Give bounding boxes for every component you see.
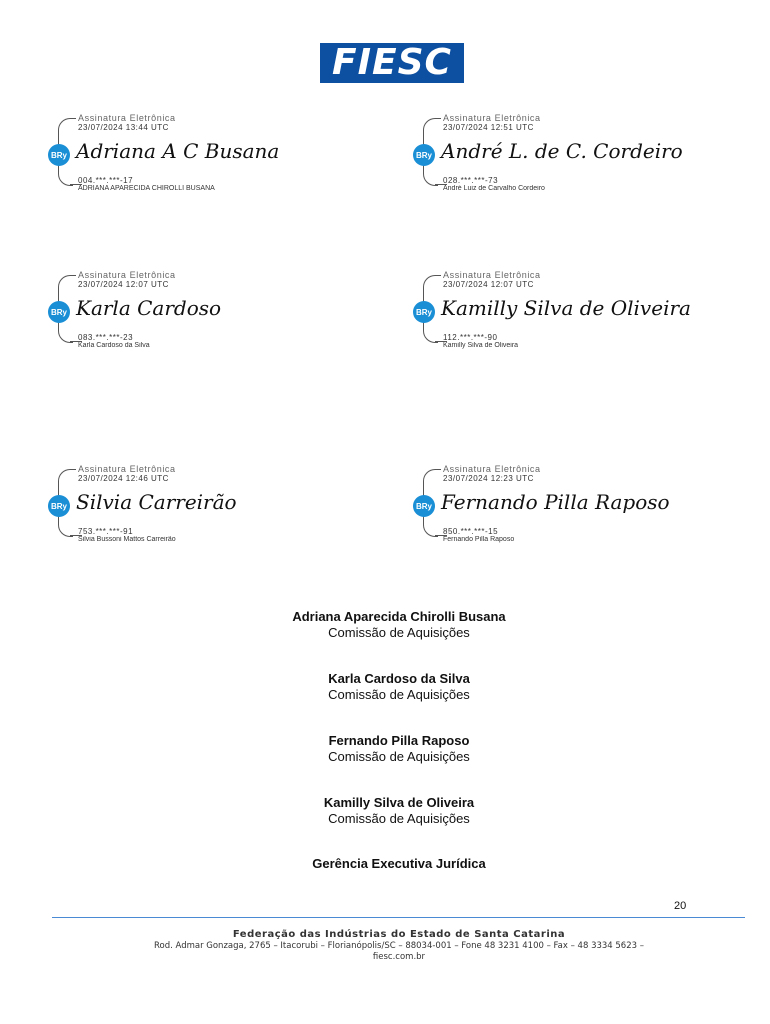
signature-date: 23/07/2024 13:44 UTC <box>78 123 169 132</box>
signature-cpf: 028.***.***-73 <box>443 176 499 185</box>
signature-block-2 <box>413 113 713 193</box>
signer-name: Fernando Pilla Raposo <box>328 733 470 748</box>
signer-role: Comissão de Aquisições <box>328 749 470 764</box>
footer-address: Rod. Admar Gonzaga, 2765 – Itacorubi – Florianópolis/SC – 88034-001 – Fone 48 3231 4100 – Fax – 48 3334 5623 – <box>154 941 644 951</box>
signature-label: Assinatura Eletrônica <box>78 113 176 123</box>
signature-name: Fernando Pilla Raposo <box>441 490 670 514</box>
signature-label: Assinatura Eletrônica <box>78 270 176 280</box>
signature-label: Assinatura Eletrônica <box>78 464 176 474</box>
signature-name: Karla Cardoso <box>76 296 222 320</box>
bry-badge-icon: BRy <box>413 495 435 517</box>
fiesc-logo <box>320 43 464 83</box>
signature-name: Adriana A C Busana <box>76 139 280 163</box>
signature-block-4 <box>413 270 713 350</box>
signature-date: 23/07/2024 12:46 UTC <box>78 474 169 483</box>
bry-badge-icon: BRy <box>413 144 435 166</box>
footer-site: fiesc.com.br <box>372 952 426 962</box>
signer-list <box>0 609 770 857</box>
signature-name: Kamilly Silva de Oliveira <box>441 296 691 320</box>
signature-name: André L. de C. Cordeiro <box>441 139 683 163</box>
signature-name: Silvia Carreirão <box>76 490 237 514</box>
signature-date: 23/07/2024 12:23 UTC <box>443 474 534 483</box>
signature-full-name: Kamilly Silva de Oliveira <box>443 342 519 349</box>
signer-entry <box>0 795 770 827</box>
signature-label: Assinatura Eletrônica <box>443 113 541 123</box>
department-name: Gerência Executiva Jurídica <box>312 856 486 871</box>
signature-full-name: Karla Cardoso da Silva <box>78 342 150 349</box>
signature-full-name: André Luiz de Carvalho Cordeiro <box>443 185 545 192</box>
signature-full-name: Fernando Pilla Raposo <box>443 536 515 543</box>
bry-badge-icon: BRy <box>48 144 70 166</box>
signature-cpf: 004.***.***-17 <box>78 176 134 185</box>
signer-name: Adriana Aparecida Chirolli Busana <box>292 609 506 624</box>
signer-entry <box>0 671 770 703</box>
page-number: 20 <box>674 900 687 912</box>
signer-role: Comissão de Aquisições <box>328 811 470 826</box>
signature-block-5 <box>48 464 348 544</box>
signature-cpf: 753.***.***-91 <box>78 527 134 536</box>
signature-label: Assinatura Eletrônica <box>443 270 541 280</box>
signer-role: Comissão de Aquisições <box>328 687 470 702</box>
bry-badge-icon: BRy <box>413 301 435 323</box>
signature-date: 23/07/2024 12:51 UTC <box>443 123 534 132</box>
signature-label: Assinatura Eletrônica <box>443 464 541 474</box>
signature-cpf: 083.***.***-23 <box>78 333 134 342</box>
signer-entry <box>0 609 770 641</box>
logo-text: FIESC <box>332 42 452 83</box>
bry-badge-icon: BRy <box>48 495 70 517</box>
signer-name: Karla Cardoso da Silva <box>328 671 470 686</box>
signature-date: 23/07/2024 12:07 UTC <box>443 280 534 289</box>
signature-full-name: Silvia Bussoni Mattos Carreirão <box>78 536 176 543</box>
signature-block-3 <box>48 270 348 350</box>
signature-full-name: ADRIANA APARECIDA CHIROLLI BUSANA <box>78 185 215 192</box>
signature-cpf: 850.***.***-15 <box>443 527 499 536</box>
footer-divider <box>52 917 745 918</box>
bry-badge-icon: BRy <box>48 301 70 323</box>
signer-name: Kamilly Silva de Oliveira <box>323 795 475 810</box>
signature-cpf: 112.***.***-90 <box>443 333 498 342</box>
signer-entry <box>0 733 770 765</box>
signer-role: Comissão de Aquisições <box>328 625 470 640</box>
signature-block-1 <box>48 113 348 193</box>
signature-block-6 <box>413 464 713 544</box>
page-footer <box>0 929 770 963</box>
signature-date: 23/07/2024 12:07 UTC <box>78 280 169 289</box>
footer-org: Federação das Indústrias do Estado de Santa Catarina <box>232 929 566 940</box>
